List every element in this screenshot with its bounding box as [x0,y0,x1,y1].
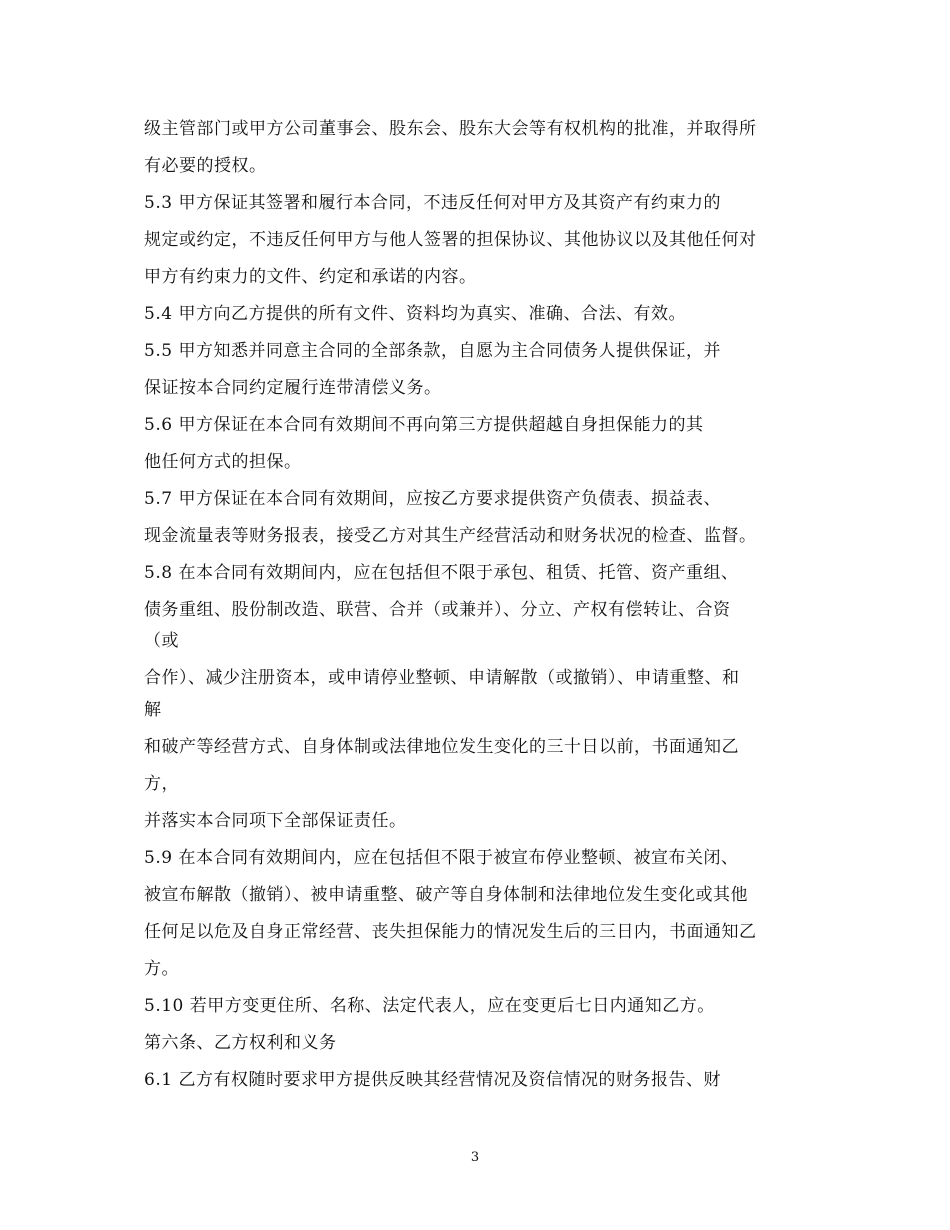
text-line: （或 [144,631,179,651]
text-line: 被宣布解散（撤销）、被申请重整、破产等自身体制和法律地位发生变化或其他 [144,885,748,905]
clause-6-1: 6.1 乙方有权随时要求甲方提供反映其经营情况及资信情况的财务报告、财 [144,1070,721,1090]
clause-5-3: 5.3 甲方保证其签署和履行本合同，不违反任何对甲方及其资产有约束力的 [144,193,721,213]
text-line: 方。 [144,959,179,979]
text-line: 他任何方式的担保。 [144,452,302,472]
text-line: 并落实本合同项下全部保证责任。 [144,811,407,831]
clause-5-10: 5.10 若甲方变更住所、名称、法定代表人，应在变更后七日内通知乙方。 [144,996,715,1016]
clause-5-6: 5.6 甲方保证在本合同有效期间不再向第三方提供超越自身担保能力的其 [144,415,704,435]
text-line: 级主管部门或甲方公司董事会、股东会、股东大会等有权机构的批准，并取得所 [144,119,757,139]
text-line: 方， [144,774,179,794]
clause-5-4: 5.4 甲方向乙方提供的所有文件、资料均为真实、准确、合法、有效。 [144,304,686,324]
text-line: 规定或约定，不违反任何甲方与他人签署的担保协议、其他协议以及其他任何对 [144,230,757,250]
text-line: 有必要的授权。 [144,156,267,176]
clause-5-7: 5.7 甲方保证在本合同有效期间，应按乙方要求提供资产负债表、损益表、 [144,489,721,509]
text-line: 合作）、减少注册资本，或申请停业整顿、申请解散（或撤销）、申请重整、和 [144,668,740,688]
clause-5-8: 5.8 在本合同有效期间内，应在包括但不限于承包、租赁、托管、资产重组、 [144,563,739,583]
section-heading-article-6: 第六条、乙方权利和义务 [144,1033,337,1053]
text-line: 解 [144,700,162,720]
text-line: 甲方有约束力的文件、约定和承诺的内容。 [144,267,477,287]
text-line: 现金流量表等财务报表，接受乙方对其生产经营活动和财务状况的检查、监督。 [144,526,757,546]
text-line: 保证按本合同约定履行连带清偿义务。 [144,378,442,398]
clause-5-9: 5.9 在本合同有效期间内，应在包括但不限于被宣布停业整顿、被宣布关闭、 [144,848,739,868]
text-line: 债务重组、股份制改造、联营、合并（或兼并）、分立、产权有偿转让、合资 [144,600,731,620]
text-line: 任何足以危及自身正常经营、丧失担保能力的情况发生后的三日内，书面通知乙 [144,922,757,942]
page-number: 3 [470,1150,480,1165]
clause-5-5: 5.5 甲方知悉并同意主合同的全部条款，自愿为主合同债务人提供保证，并 [144,341,721,361]
text-line: 和破产等经营方式、自身体制或法律地位发生变化的三十日以前，书面通知乙 [144,737,739,757]
